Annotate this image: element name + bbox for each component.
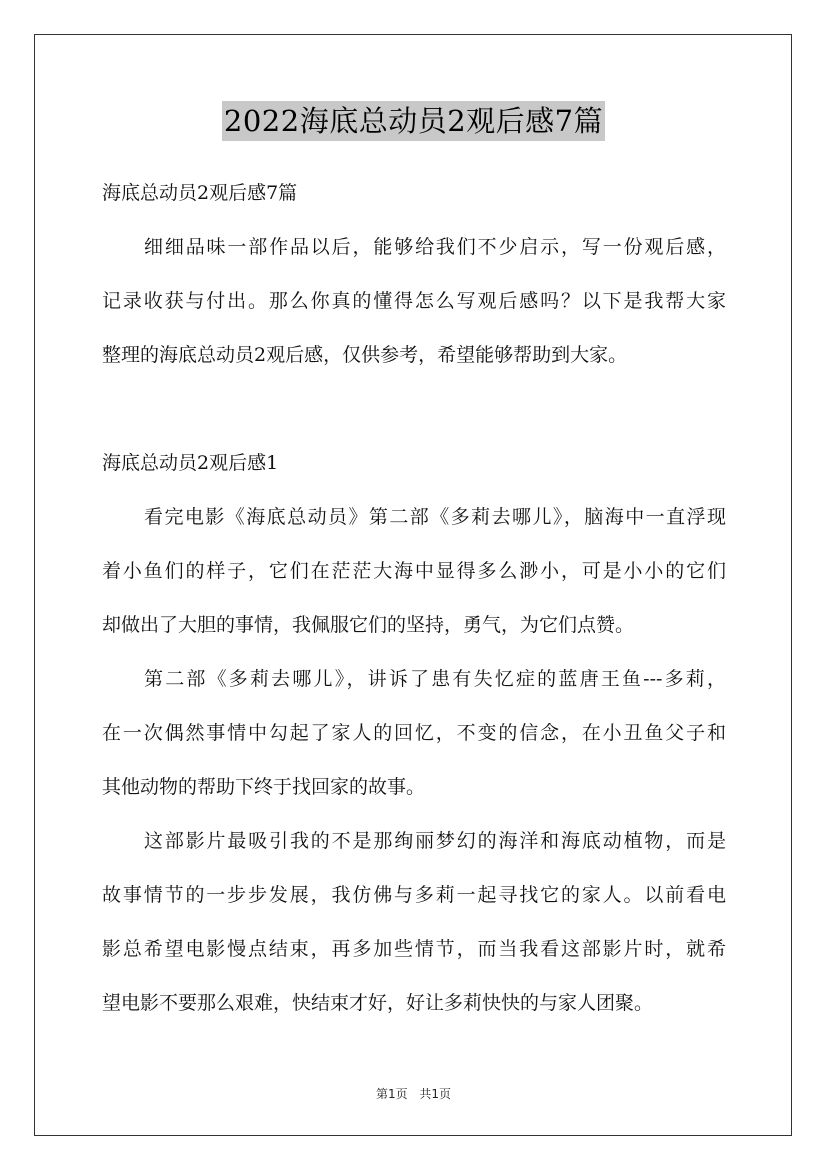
paragraph-line: 第二部《多莉去哪儿》，讲诉了患有失忆症的蓝唐王鱼---多莉， — [144, 668, 726, 690]
paragraph-line: 望电影不要那么艰难，快结束才好，好让多莉快快的与家人团聚。 — [102, 992, 654, 1014]
title-wrap — [0, 101, 827, 141]
paragraph-line: 在一次偶然事情中勾起了家人的回忆，不变的信念，在小丑鱼父子和 — [102, 722, 726, 744]
intro-line: 整理的海底总动员2观后感，仅供参考，希望能够帮助到大家。 — [102, 344, 628, 366]
intro-line: 细细品味一部作品以后，能够给我们不少启示，写一份观后感， — [144, 236, 726, 258]
paragraph-line: 看完电影《海底总动员》第二部《多莉去哪儿》，脑海中一直浮现 — [144, 506, 726, 528]
intro-line: 记录收获与付出。那么你真的懂得怎么写观后感吗？以下是我帮大家 — [102, 290, 726, 312]
paragraph-line: 影总希望电影慢点结束，再多加些情节，而当我看这部影片时，就希 — [102, 938, 726, 960]
paragraph-line: 着小鱼们的样子，它们在茫茫大海中显得多么渺小，可是小小的它们 — [102, 560, 726, 582]
page-number: 第1页 — [375, 1087, 408, 1101]
section-heading: 海底总动员2观后感1 — [102, 452, 279, 474]
spacer — [102, 391, 726, 445]
page-footer — [0, 1085, 827, 1102]
subtitle: 海底总动员2观后感7篇 — [102, 182, 298, 204]
page-total: 共1页 — [419, 1087, 452, 1101]
paragraph-line: 这部影片最吸引我的不是那绚丽梦幻的海洋和海底动植物，而是 — [144, 830, 726, 852]
paragraph-line: 其他动物的帮助下终于找回家的故事。 — [102, 776, 426, 798]
document-body — [102, 175, 726, 1039]
paragraph-line: 却做出了大胆的事情，我佩服它们的坚持，勇气，为它们点赞。 — [102, 614, 635, 636]
paragraph-line: 故事情节的一步步发展，我仿佛与多莉一起寻找它的家人。以前看电 — [102, 884, 726, 906]
document-title: 2022海底总动员2观后感7篇 — [222, 101, 605, 141]
